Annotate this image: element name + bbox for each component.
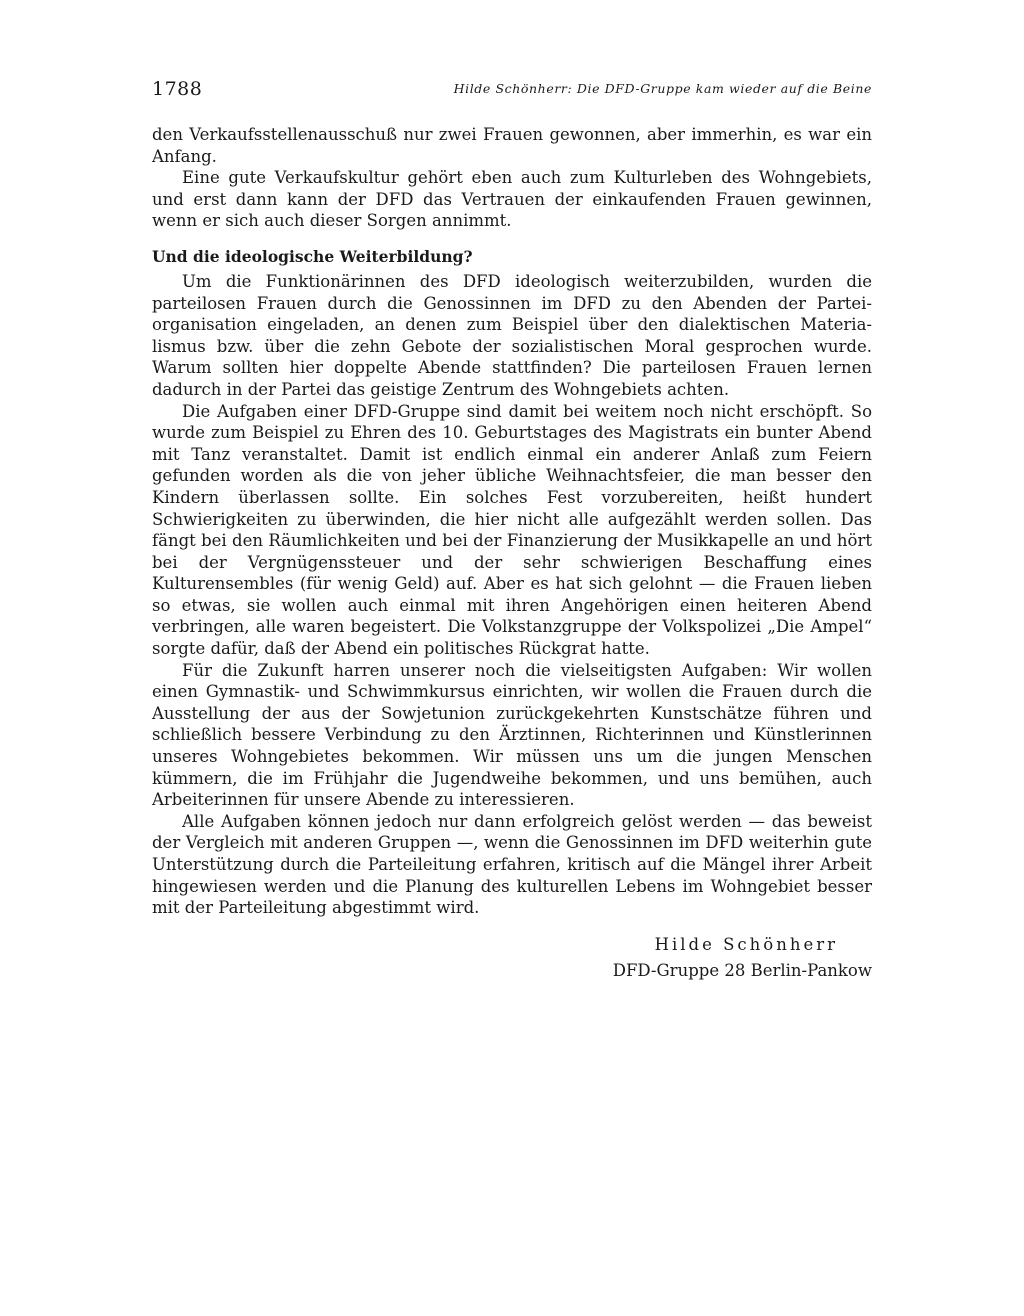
section-heading: Und die ideologische Weiterbildung?	[152, 246, 473, 266]
paragraph: Um die Funktionärinnen des DFD ideologisch weiterzubilden, wurden die parteilosen Frauen durch die Genossinnen im DFD zu den Abenden der Parteiorganisation eingeladen, an denen zum Beispiel über den dialektischen Materialismus bzw. über die zehn Gebote der sozialistischen Moral gesprochen wurde. Warum sollten hier doppelte Abende stattfinden? Die parteilosen Frauen lernen dadurch in der Partei das geistige Zentrum des Wohngebiets achten.	[152, 271, 872, 399]
page-header	[152, 78, 872, 102]
page-number: 1788	[152, 78, 203, 100]
author-name: Hilde Schönherr	[654, 934, 838, 954]
signature-block	[152, 933, 872, 985]
document-page	[152, 78, 872, 985]
running-title: Hilde Schönherr: Die DFD-Gruppe kam wieder auf die Beine	[453, 81, 872, 96]
paragraph: Alle Aufgaben können jedoch nur dann erfolgreich gelöst werden — das beweist der Vergleich mit anderen Gruppen —, wenn die Genossinnen im DFD weiterhin gute Unterstützung durch die Parteileitung erfahren, kritisch auf die Mängel ihrer Arbeit hingewiesen werden und die Planung des kulturellen Lebens im Wohngebiet besser mit der Parteileitung abgestimmt wird.	[152, 811, 872, 918]
author-organization: DFD-Gruppe 28 Berlin-Pankow	[612, 960, 872, 980]
paragraph-continued: den Verkaufsstellenausschuß nur zwei Frauen gewonnen, aber immerhin, es war ein Anfang.	[152, 125, 872, 166]
paragraph: Die Aufgaben einer DFD-Gruppe sind damit bei weitem noch nicht erschöpft. So wurde zum Beispiel zu Ehren des 10. Geburtstages des Magistrats ein bunter Abend mit Tanz veranstaltet. Damit ist endlich einmal ein anderer Anlaß zum Feiern gefunden worden als die von jeher übliche Weihnachtsfeier, die man besser den Kindern überlassen sollte. Ein solches Fest vorzubereiten, heißt hundert Schwierigkeiten zu überwinden, die hier nicht alle aufgezählt werden sollen. Das fängt bei den Räumlichkeiten und bei der Finanzierung der Musikkapelle an und hört bei der Vergnügenssteuer und der sehr schwierigen Beschaffung eines Kulturensembles (für wenig Geld) auf. Aber es hat sich gelohnt — die Frauen lieben so etwas, sie wollen auch einmal mit ihren Angehörigen einen heiteren Abend verbringen, alle waren begeistert. Die Volkstanzgruppe der Volkspolizei „Die Ampel“ sorgte dafür, daß der Abend ein politisches Rückgrat hatte.	[152, 401, 872, 659]
paragraph: Für die Zukunft harren unserer noch die vielseitigsten Aufgaben: Wir wollen einen Gymnastik- und Schwimmkursus einrichten, wir wollen die Frauen durch die Ausstellung der aus der Sowjetunion zurückgekehrten Kunstschätze führen und schließlich bessere Verbindung zu den Ärztinnen, Richterinnen und Künstlerinnen unseres Wohngebietes bekommen. Wir müssen uns um die jungen Menschen kümmern, die im Frühjahr die Jugendweihe bekommen, und uns bemühen, auch Arbeiterinnen für unsere Abende zu interessieren.	[152, 660, 872, 810]
paragraph: Eine gute Verkaufskultur gehört eben auch zum Kulturleben des Wohngebiets, und erst dann kann der DFD das Vertrauen der einkaufenden Frauen gewinnen, wenn er sich auch dieser Sorgen annimmt.	[152, 168, 872, 231]
